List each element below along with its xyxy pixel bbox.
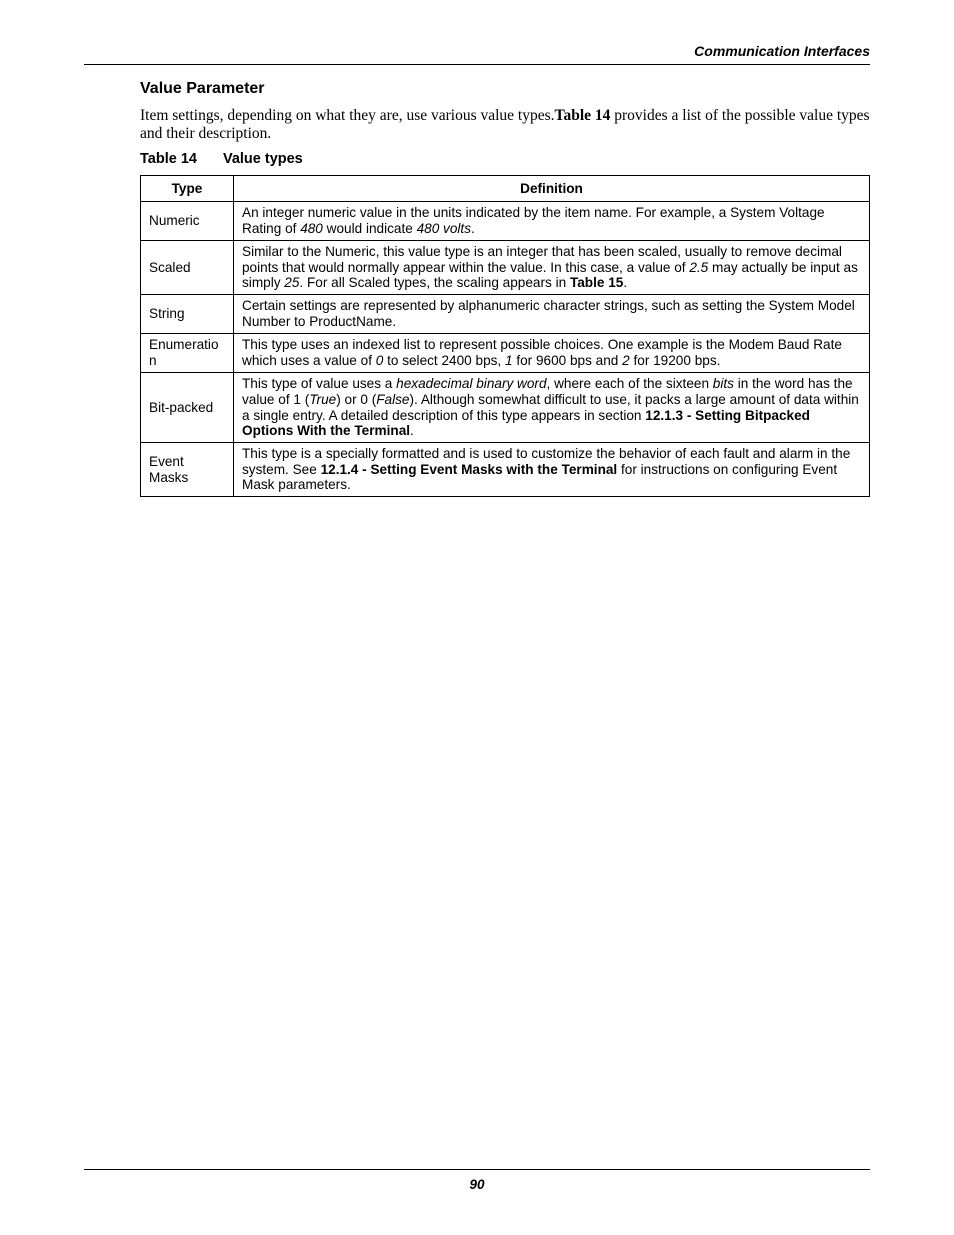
table-reference: Table 15 (569, 275, 624, 291)
definition-text: , where each of the sixteen (546, 376, 713, 392)
definition-text: . (471, 221, 475, 236)
definition-italic: 2.5 (689, 259, 709, 275)
header-rule (84, 64, 870, 65)
definition-text: An integer numeric value in the units indicated by the item name. For example, a System Voltage Rating of (242, 205, 825, 236)
definition-text: Certain settings are represented by alphanumeric character strings, such as setting the System Model Number to ProductName. (242, 298, 855, 329)
definition-text: . (623, 275, 628, 291)
definition-italic: 1 (504, 353, 513, 368)
definition-text: may actually be input as simply (242, 259, 858, 291)
type-cell: Numeric (141, 202, 234, 241)
definition-cell (234, 202, 870, 241)
definition-italic: 2 (622, 353, 630, 368)
definition-text: Similar to the Numeric, this value type is an integer that has been scaled, usually to remove decimal points that would normally appear within the value. In this case, a value of (242, 244, 842, 275)
column-header-definition: Definition (234, 176, 870, 202)
column-header-type: Type (141, 176, 234, 202)
definition-text: . For all Scaled types, the scaling appears in (299, 275, 570, 291)
type-cell: Bit-packed (141, 373, 234, 443)
table-row (141, 334, 870, 373)
definition-text: . (410, 423, 414, 439)
table-row (141, 443, 870, 497)
definition-cell (234, 334, 870, 373)
type-cell: Scaled (141, 241, 234, 295)
definition-italic: 0 (375, 353, 384, 368)
table-caption-title: Value types (222, 151, 303, 167)
definition-text: would indicate (322, 221, 417, 236)
definition-italic: False (376, 391, 410, 407)
table-caption (140, 151, 303, 167)
definition-italic: hexadecimal binary word (396, 376, 547, 392)
definition-text: to select 2400 bps, (383, 353, 505, 368)
definition-text: for 9600 bps and (512, 353, 623, 368)
type-cell: Event Masks (141, 443, 234, 497)
definition-cell (234, 443, 870, 497)
intro-paragraph (140, 107, 870, 143)
section-reference: 12.1.4 - Setting Event Masks with the Terminal (320, 461, 618, 477)
type-cell: Enumeration (141, 334, 234, 373)
definition-cell (234, 373, 870, 443)
definition-text: This type is a specially formatted and is used to customize the behavior of each fault and alarm in the system. See (242, 446, 851, 477)
definition-text: for 19200 bps. (629, 353, 721, 368)
definition-text: for instructions on configuring Event Mask parameters. (242, 461, 838, 493)
value-types-table (140, 175, 870, 497)
table-row (141, 202, 870, 241)
page-number: 90 (469, 1177, 485, 1192)
definition-italic: 480 volts (416, 221, 471, 236)
table-row (141, 295, 870, 334)
section-reference: 12.1.3 - Setting Bitpacked Options With the Terminal (242, 407, 810, 439)
definition-italic: bits (712, 376, 734, 392)
table-caption-label: Table 14 (140, 151, 197, 167)
table-header-row (141, 176, 870, 202)
running-header: Communication Interfaces (694, 43, 870, 59)
intro-text-continued: provides a list of the possible value types and their description. (140, 107, 870, 142)
definition-italic: True (309, 391, 337, 407)
definition-text: in the word has the value of 1 ( (242, 376, 853, 407)
definition-text: ) or 0 ( (336, 391, 377, 407)
definition-text: ). Although somewhat difficult to use, it packs a large amount of data within a single entry. A detailed description of this type appears in section (242, 391, 859, 423)
type-cell: String (141, 295, 234, 334)
table-row (141, 373, 870, 443)
definition-text: This type uses an indexed list to represent possible choices. One example is the Modem Baud Rate which uses a value of (242, 337, 842, 368)
definition-cell (234, 241, 870, 295)
footer-rule (84, 1169, 870, 1170)
definition-italic: 25 (284, 275, 300, 291)
intro-text: Item settings, depending on what they are, use various value types. (140, 107, 555, 124)
section-title: Value Parameter (140, 80, 265, 97)
definition-cell (234, 295, 870, 334)
definition-italic: 480 (300, 221, 323, 236)
definition-text: This type of value uses a (242, 376, 397, 392)
table-row (141, 241, 870, 295)
table-reference: Table 14 (554, 107, 611, 124)
